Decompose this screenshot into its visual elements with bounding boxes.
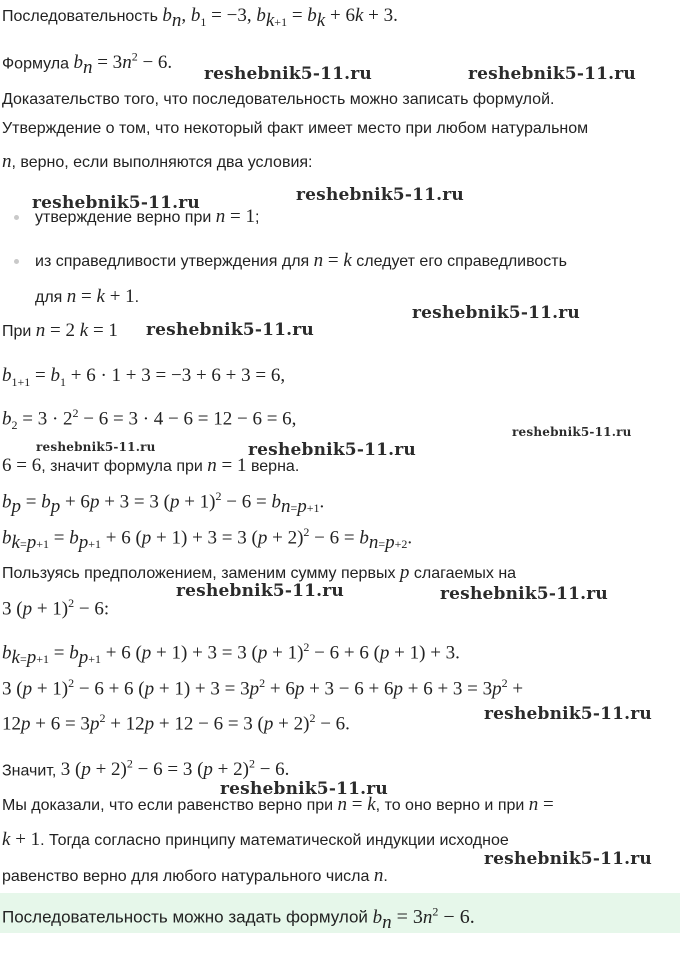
base-case-conclusion: 6 = 6, значит формула при n = 1 верна. [2, 455, 300, 476]
equation-expand: 3 $(p + 1)^2 - 6 + 6$ $(p + 1) + 3 = 3p^2 + 6p + 3 - 6 + 6p + 6 + 3 = 3p^2$ + [2, 676, 524, 700]
watermark: reshebnik5-11.ru [248, 440, 416, 460]
watermark: reshebnik5-11.ru [146, 320, 314, 340]
equation-expand-cont: $12p + 6 = 3p^2 + 12p + 12 - 6 = 3$ $(p + 2)^2 - 6$. [2, 711, 350, 735]
watermark: reshebnik5-11.ru [204, 64, 372, 84]
proof-conclusion-cont: k + 1. Тогда согласно принципу математической индукции исходное [2, 829, 509, 850]
answer-text: Последовательность можно задать формулой $b_n = 3n^2 - 6$. [2, 904, 475, 933]
induction-statement-cont: n, верно, если выполняются два условия: [2, 151, 313, 172]
bullet-dot [14, 259, 19, 264]
proof-heading: Доказательство того, что последовательность можно записать формулой. [2, 91, 555, 108]
watermark: reshebnik5-11.ru [440, 584, 608, 604]
watermark: reshebnik5-11.ru [296, 185, 464, 205]
proof-conclusion-end: равенство верно для любого натурального числа n. [2, 865, 388, 886]
substitution-text: Пользуясь предположением, заменим сумму первых p слагаемых на [2, 562, 517, 583]
watermark: reshebnik5-11.ru [512, 425, 632, 439]
induction-statement: Утверждение о том, что некоторый факт имеет место при любом натуральном [2, 120, 589, 137]
condition-base-case: утверждение верно при n = 1; [35, 206, 260, 227]
watermark: reshebnik5-11.ru [412, 303, 580, 323]
answer-box [0, 893, 680, 933]
sequence-definition: Последовательность $b_n$, $b_1 = -3$, $b_{k+1} = b_k + 6k + 3$. [2, 5, 398, 31]
substitution-expression: 3 $(p + 1)^2 - 6$: [2, 596, 110, 620]
equation-next: $b_{k=p+1} = b_{p+1} + 6$ (p + 1) + 3 = 3 $(p + 2)^2 - 6 = b_{n=p+2}$. [2, 525, 413, 554]
equation-conclusion: Значит, 3 $(p + 2)^2 - 6 = 3$ $(p + 2)^2 - 6$. [2, 757, 290, 781]
watermark: reshebnik5-11.ru [484, 849, 652, 869]
condition-step: из справедливости утверждения для n = k следует его справедливость [35, 250, 567, 271]
watermark: reshebnik5-11.ru [36, 440, 156, 454]
equation-assumption: $b_p = b_p + 6p + 3 = 3$ $(p + 1)^2 - 6 = b_{n=p+1}$. [2, 489, 325, 518]
equation-substituted: $b_{k=p+1} = b_{p+1} + 6$ (p + 1) + 3 = 3 $(p + 1)^2 - 6 + 6$ (p + 1) + 3. [2, 640, 460, 669]
watermark: reshebnik5-11.ru [468, 64, 636, 84]
case-n2: При n = 2 k = 1 [2, 320, 118, 341]
bullet-dot [14, 215, 19, 220]
proof-conclusion: Мы доказали, что если равенство верно при n = k, то оно верно и при n = [2, 794, 554, 815]
watermark: reshebnik5-11.ru [176, 581, 344, 601]
watermark: reshebnik5-11.ru [220, 779, 388, 799]
formula-line: Формула $b_n = 3n^2 - 6$. [2, 50, 173, 79]
watermark: reshebnik5-11.ru [484, 704, 652, 724]
equation-b2-first: $b_{1+1} = b_1 + 6 \cdot 1 + 3 = -3 + 6 + 3 = 6$, [2, 365, 286, 389]
equation-b2-formula: $b_2 = 3 \cdot 2^2 - 6 = 3 \cdot 4 - 6 = 12 - 6 = 6$, [2, 406, 297, 433]
watermark: reshebnik5-11.ru [32, 193, 200, 213]
condition-step-cont: для n = k + 1. [35, 286, 140, 307]
